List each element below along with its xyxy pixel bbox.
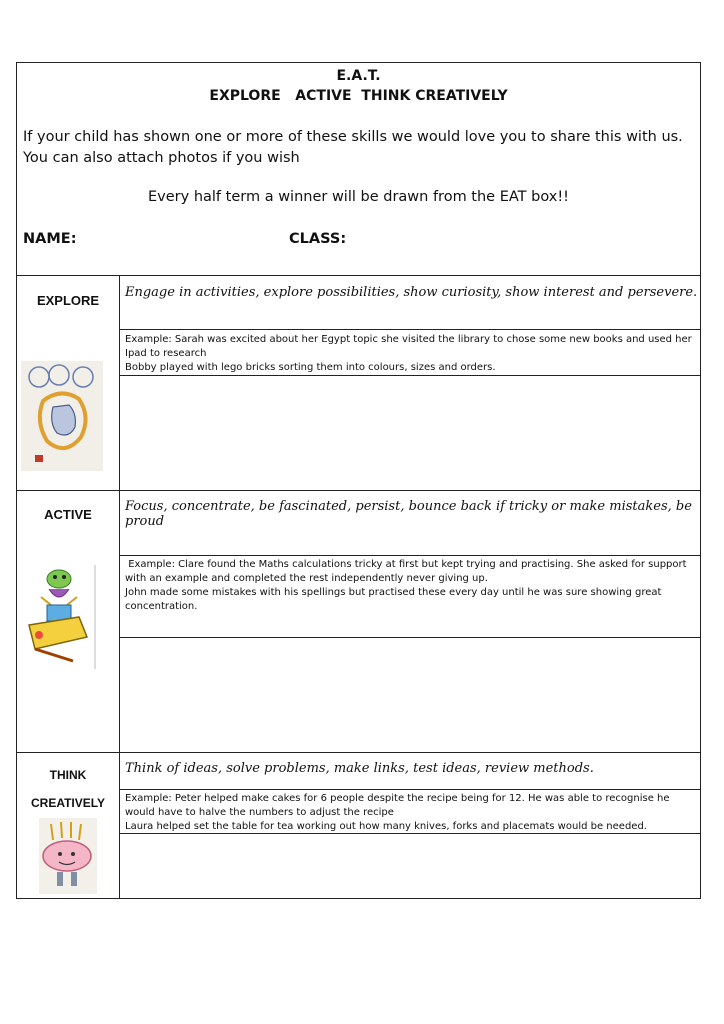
section-description-explore: Engage in activities, explore possibilities, show curiosity, show interest and persevere. xyxy=(125,285,698,300)
section-label-creatively: CREATIVELY xyxy=(30,796,105,810)
section-example-think-creatively xyxy=(125,792,695,834)
form-subtitle: EXPLORE ACTIVE THINK CREATIVELY xyxy=(209,88,508,104)
column-divider xyxy=(119,275,120,898)
row-divider xyxy=(119,555,700,556)
child-drawing-think-creatively-icon xyxy=(39,818,97,894)
example-line: Example: Clare found the Maths calculations tricky at first but kept trying and practising. She asked for support with an example and completed the rest independently never giving up. xyxy=(125,559,690,584)
eat-form xyxy=(16,62,701,899)
child-drawing-explore-icon xyxy=(21,361,103,471)
example-line: Example: Sarah was excited about her Egypt topic she visited the library to chose some new books and used her Ipad to research xyxy=(125,334,692,359)
section-divider xyxy=(17,752,700,753)
class-label: CLASS: xyxy=(289,231,347,247)
row-divider xyxy=(119,375,700,376)
section-divider xyxy=(17,490,700,491)
section-label-explore: EXPLORE xyxy=(36,293,100,308)
row-divider xyxy=(119,329,700,330)
name-label: NAME: xyxy=(23,231,77,247)
intro-text: If your child has shown one or more of these skills we would love you to share this with us. You can also attach photos if you wish xyxy=(23,129,683,166)
section-example-active xyxy=(125,558,695,614)
row-divider xyxy=(119,637,700,638)
section-example-explore xyxy=(125,333,695,375)
draw-note: Every half term a winner will be drawn from the EAT box!! xyxy=(148,189,569,205)
form-title: E.A.T. xyxy=(336,68,381,84)
example-line: Laura helped set the table for tea working out how many knives, forks and placemats would be needed. xyxy=(125,821,647,832)
example-line: Bobby played with lego bricks sorting them into colours, sizes and orders. xyxy=(125,362,496,373)
section-description-active: Focus, concentrate, be fascinated, persist, bounce back if tricky or make mistakes, be proud xyxy=(125,499,692,529)
example-line: John made some mistakes with his spellings but practised these every day until he was sure showing great concentration. xyxy=(125,587,662,612)
section-label-think: THINK xyxy=(49,768,87,782)
section-description-think-creatively: Think of ideas, solve problems, make links, test ideas, review methods. xyxy=(125,761,594,776)
row-divider xyxy=(119,833,700,834)
form-header xyxy=(17,63,700,276)
row-divider xyxy=(119,789,700,790)
child-drawing-active-icon xyxy=(23,565,99,669)
section-label-active: ACTIVE xyxy=(44,507,92,522)
example-line: Example: Peter helped make cakes for 6 people despite the recipe being for 12. He was able to recognise he would have to halve the numbers to adjust the recipe xyxy=(125,793,670,818)
